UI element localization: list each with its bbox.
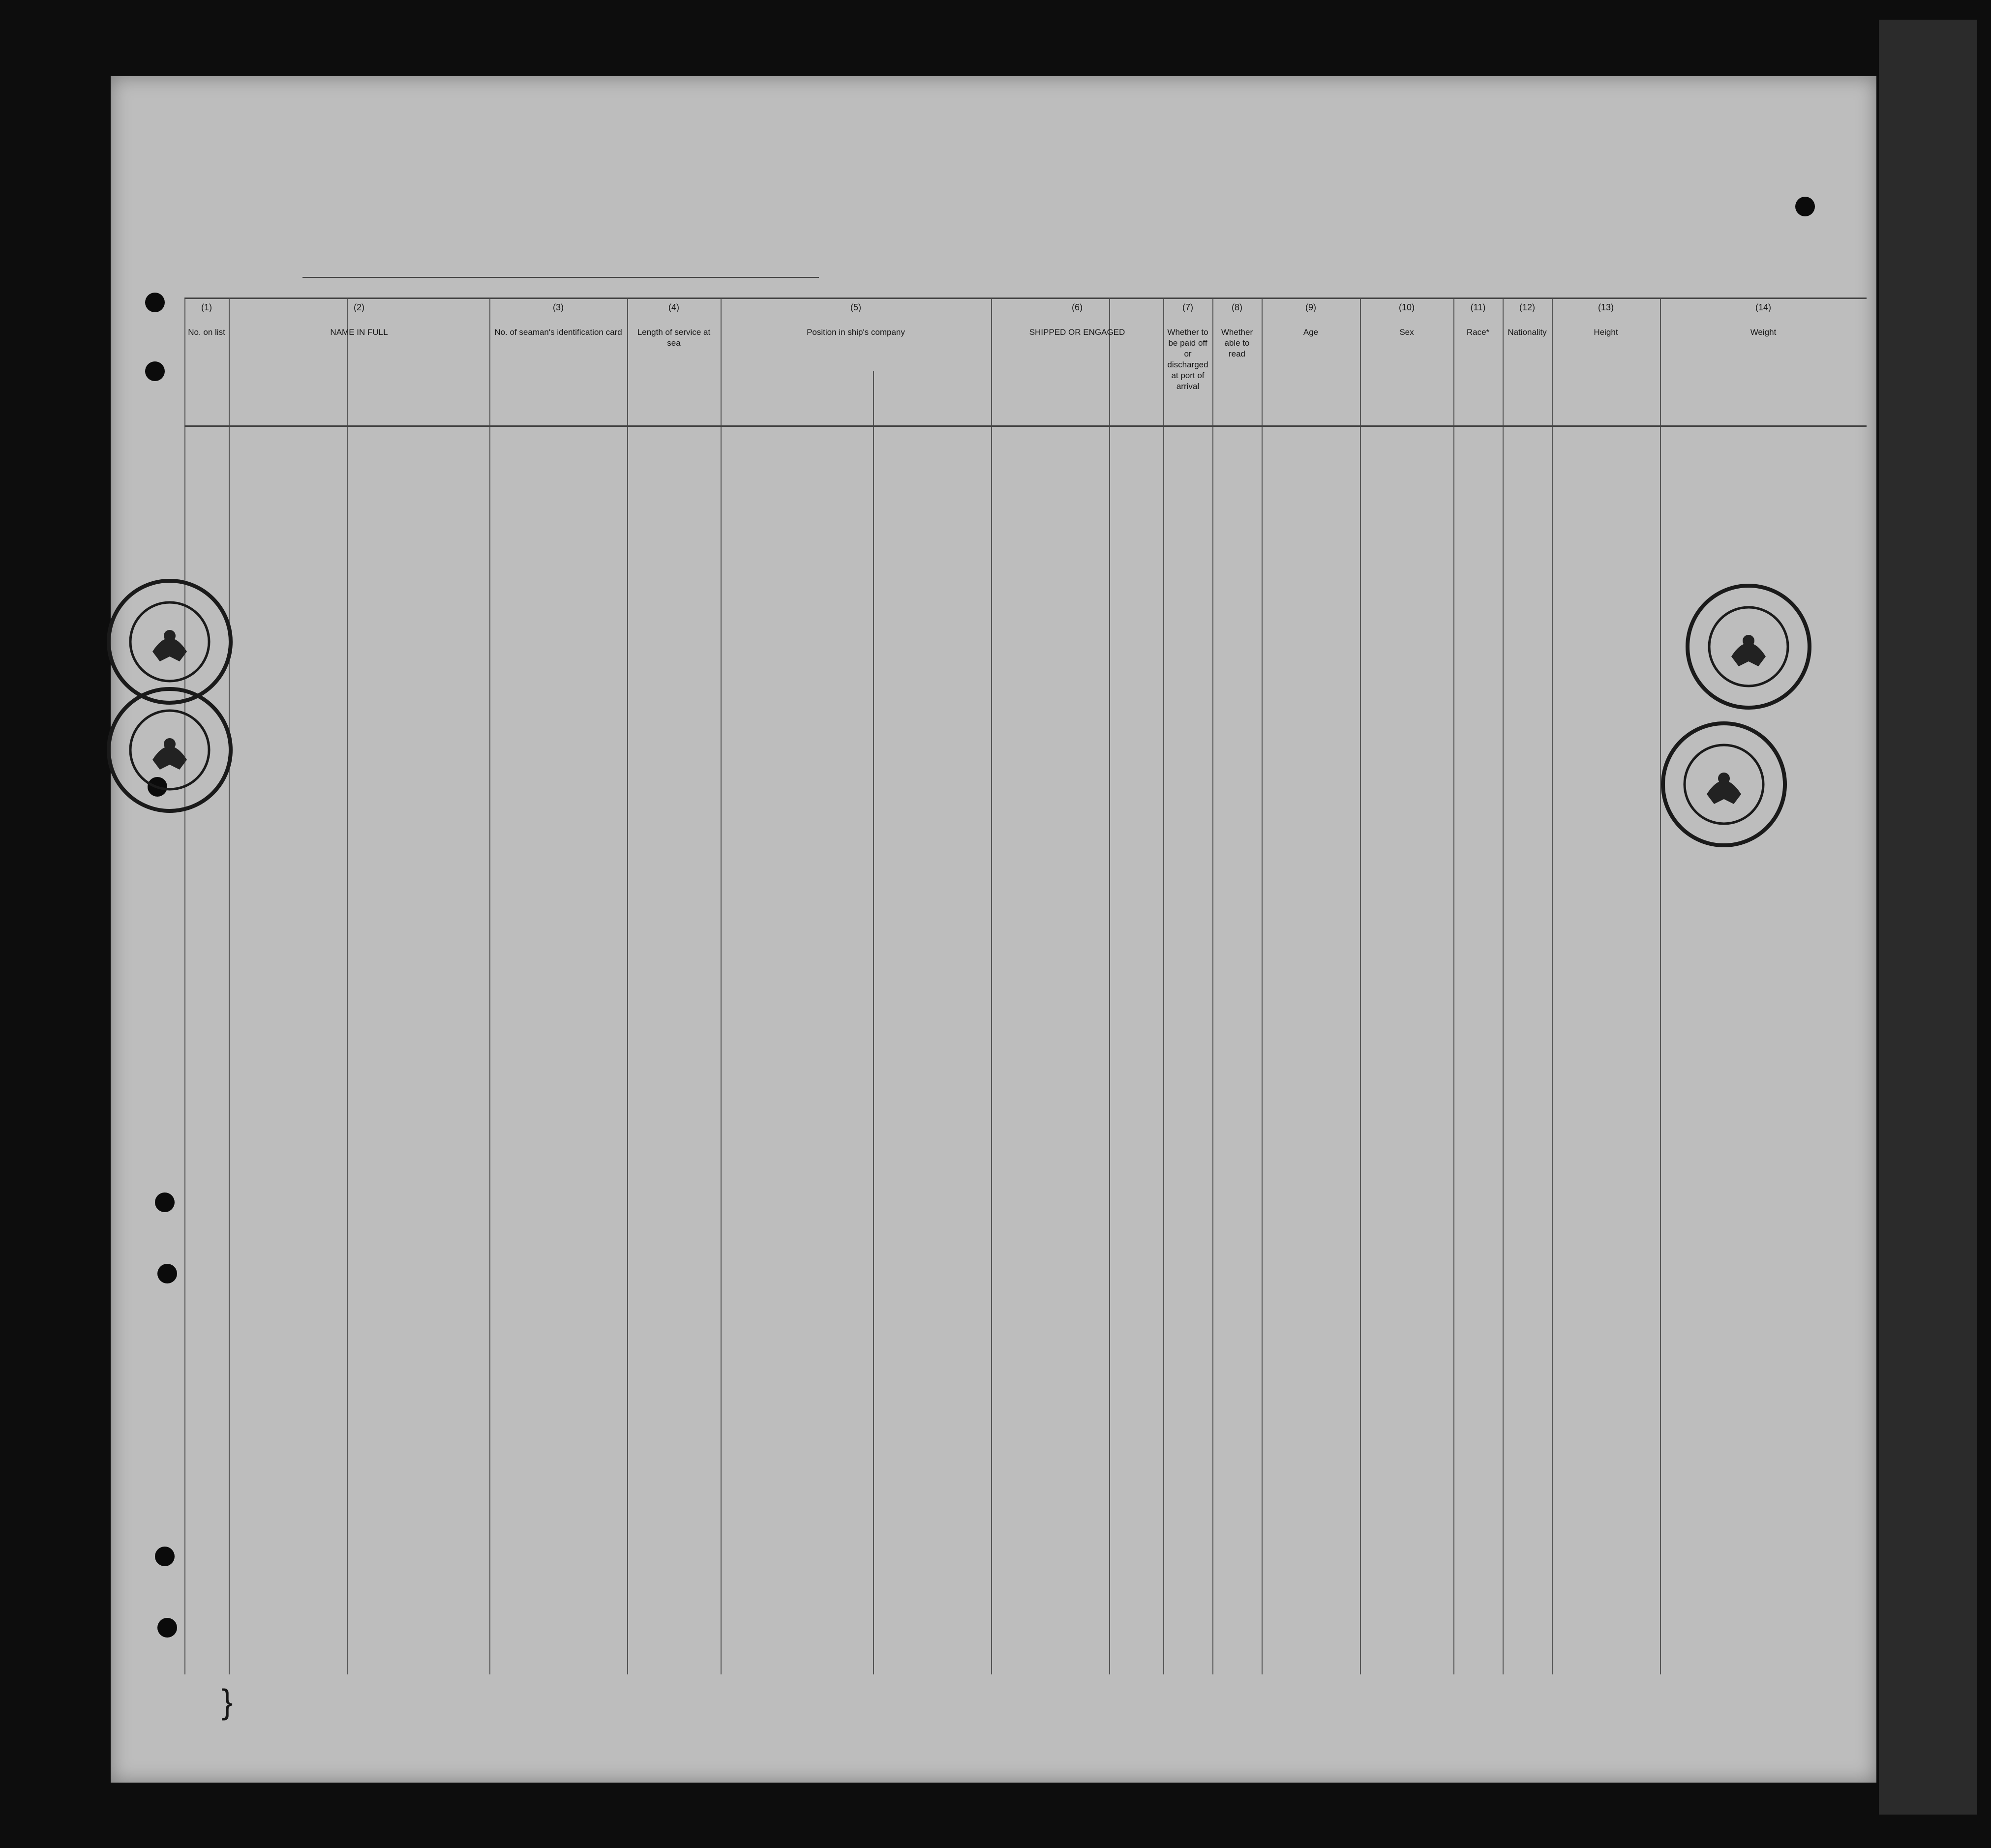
header-rule bbox=[184, 298, 1867, 299]
arrival-port bbox=[450, 256, 539, 278]
column-header: Nationality bbox=[1508, 328, 1547, 337]
column-rule bbox=[489, 298, 490, 1674]
column-rule bbox=[1262, 298, 1263, 1674]
consulate-seal bbox=[1685, 583, 1812, 711]
arrival-date bbox=[539, 256, 598, 278]
column-number: (14) bbox=[1755, 302, 1771, 312]
vessel-name bbox=[302, 256, 450, 278]
header-rule bbox=[184, 425, 1867, 427]
column-rule bbox=[1109, 298, 1110, 1674]
column-number: (11) bbox=[1470, 302, 1486, 312]
consulate-seal bbox=[1660, 720, 1788, 848]
seal-icon bbox=[1685, 583, 1812, 711]
punch-hole bbox=[157, 1264, 177, 1283]
column-number: (7) bbox=[1182, 302, 1193, 312]
column-rule bbox=[1552, 298, 1553, 1674]
consulate-seal bbox=[106, 686, 234, 814]
punch-hole bbox=[155, 1192, 175, 1212]
column-header: NAME IN FULL bbox=[330, 328, 388, 337]
punch-hole bbox=[155, 1547, 175, 1566]
column-rule bbox=[991, 298, 992, 1674]
bracket: } bbox=[221, 1682, 233, 1721]
column-rule bbox=[229, 298, 230, 1674]
binder-edge bbox=[1879, 20, 1977, 1815]
column-header: No. on list bbox=[188, 328, 225, 337]
column-header: Length of service at sea bbox=[637, 328, 711, 348]
punch-hole bbox=[145, 293, 165, 312]
column-header: SHIPPED OR ENGAGED bbox=[1029, 328, 1125, 337]
seal-icon bbox=[106, 686, 234, 814]
column-number: (2) bbox=[354, 302, 364, 312]
column-rule bbox=[1212, 298, 1213, 1674]
column-header: Age bbox=[1303, 328, 1319, 337]
column-number: (13) bbox=[1598, 302, 1614, 312]
seal-icon bbox=[1660, 720, 1788, 848]
manifest-sheet bbox=[111, 76, 1876, 1783]
column-number: (1) bbox=[201, 302, 212, 312]
column-number: (6) bbox=[1072, 302, 1083, 312]
column-rule bbox=[1360, 298, 1361, 1674]
column-number: (3) bbox=[553, 302, 564, 312]
column-number: (10) bbox=[1398, 302, 1415, 312]
column-number: (5) bbox=[850, 302, 861, 312]
column-header: Weight bbox=[1750, 328, 1777, 337]
column-rule bbox=[1453, 298, 1454, 1674]
punch-hole bbox=[1795, 197, 1815, 216]
vessel-line bbox=[302, 253, 819, 277]
column-header: Height bbox=[1594, 328, 1618, 337]
column-header: Race* bbox=[1466, 328, 1490, 337]
column-rule bbox=[1503, 298, 1504, 1674]
column-number: (4) bbox=[668, 302, 679, 312]
punch-hole bbox=[157, 1618, 177, 1638]
column-number: (12) bbox=[1519, 302, 1535, 312]
manifest-table bbox=[184, 298, 1867, 1674]
column-rule bbox=[721, 298, 722, 1674]
column-header: Position in ship's company bbox=[807, 328, 905, 337]
column-number: (8) bbox=[1232, 302, 1242, 312]
departure-port bbox=[598, 256, 819, 278]
column-header: Whether able to read bbox=[1221, 328, 1253, 358]
column-rule bbox=[627, 298, 628, 1674]
column-number: (9) bbox=[1305, 302, 1316, 312]
column-rule bbox=[184, 298, 185, 1674]
column-rule bbox=[1660, 298, 1661, 1674]
column-rule bbox=[347, 298, 348, 1674]
column-header: No. of seaman's identification card bbox=[494, 328, 622, 337]
column-rule bbox=[1163, 298, 1164, 1674]
column-header: Sex bbox=[1399, 328, 1414, 337]
punch-hole bbox=[145, 361, 165, 381]
column-header: Whether to be paid off or discharged at port of arrival bbox=[1167, 328, 1208, 391]
column-rule bbox=[873, 371, 874, 1674]
